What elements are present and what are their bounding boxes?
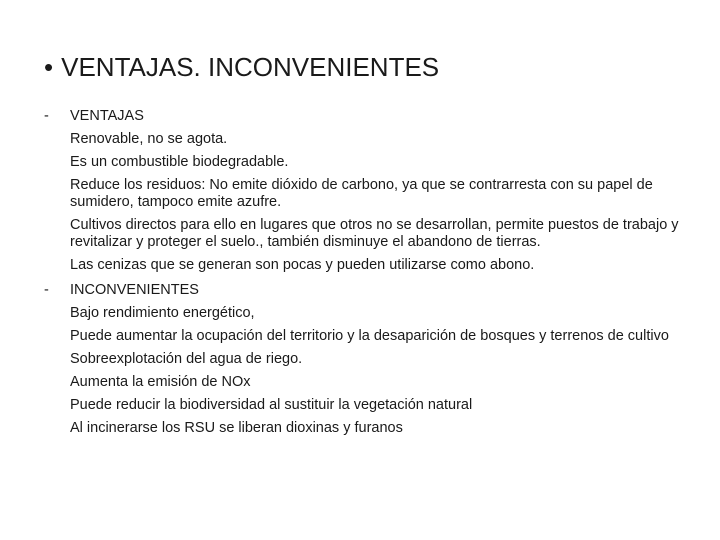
section-heading: VENTAJAS	[70, 108, 144, 124]
list-item: Puede reducir la biodiversidad al sustituir la vegetación natural	[70, 397, 473, 413]
slide-title	[44, 50, 439, 84]
list-item: Es un combustible biodegradable.	[70, 154, 289, 170]
section-ventajas	[44, 105, 694, 277]
section-content	[70, 105, 690, 277]
list-item: Reduce los residuos: No emite dióxido de carbono, ya que se contrarresta con su papel de sumidero, tampoco emite azufre.	[70, 177, 653, 210]
list-item: Aumenta la emisión de NOx	[70, 374, 251, 390]
list-item: Las cenizas que se generan son pocas y pueden utilizarse como abono.	[70, 257, 535, 273]
list-item: Bajo rendimiento energético,	[70, 305, 255, 321]
list-item: Sobreexplotación del agua de riego.	[70, 351, 303, 367]
list-item: Puede aumentar la ocupación del territorio y la desaparición de bosques y terrenos de cultivo	[70, 328, 669, 344]
list-item: Cultivos directos para ello en lugares que otros no se desarrollan, permite puestos de trabajo y revitalizar y proteger el suelo., también disminuye el abandono de tierras.	[70, 217, 679, 250]
section-dash: -	[44, 108, 49, 124]
title-bullet: •	[44, 52, 54, 82]
title-text: VENTAJAS. INCONVENIENTES	[61, 52, 440, 82]
section-inconvenientes	[44, 279, 694, 440]
list-item: Al incinerarse los RSU se liberan dioxinas y furanos	[70, 420, 403, 436]
list-item: Renovable, no se agota.	[70, 131, 228, 147]
section-dash: -	[44, 282, 49, 298]
section-heading: INCONVENIENTES	[70, 282, 199, 298]
section-content	[70, 279, 690, 440]
